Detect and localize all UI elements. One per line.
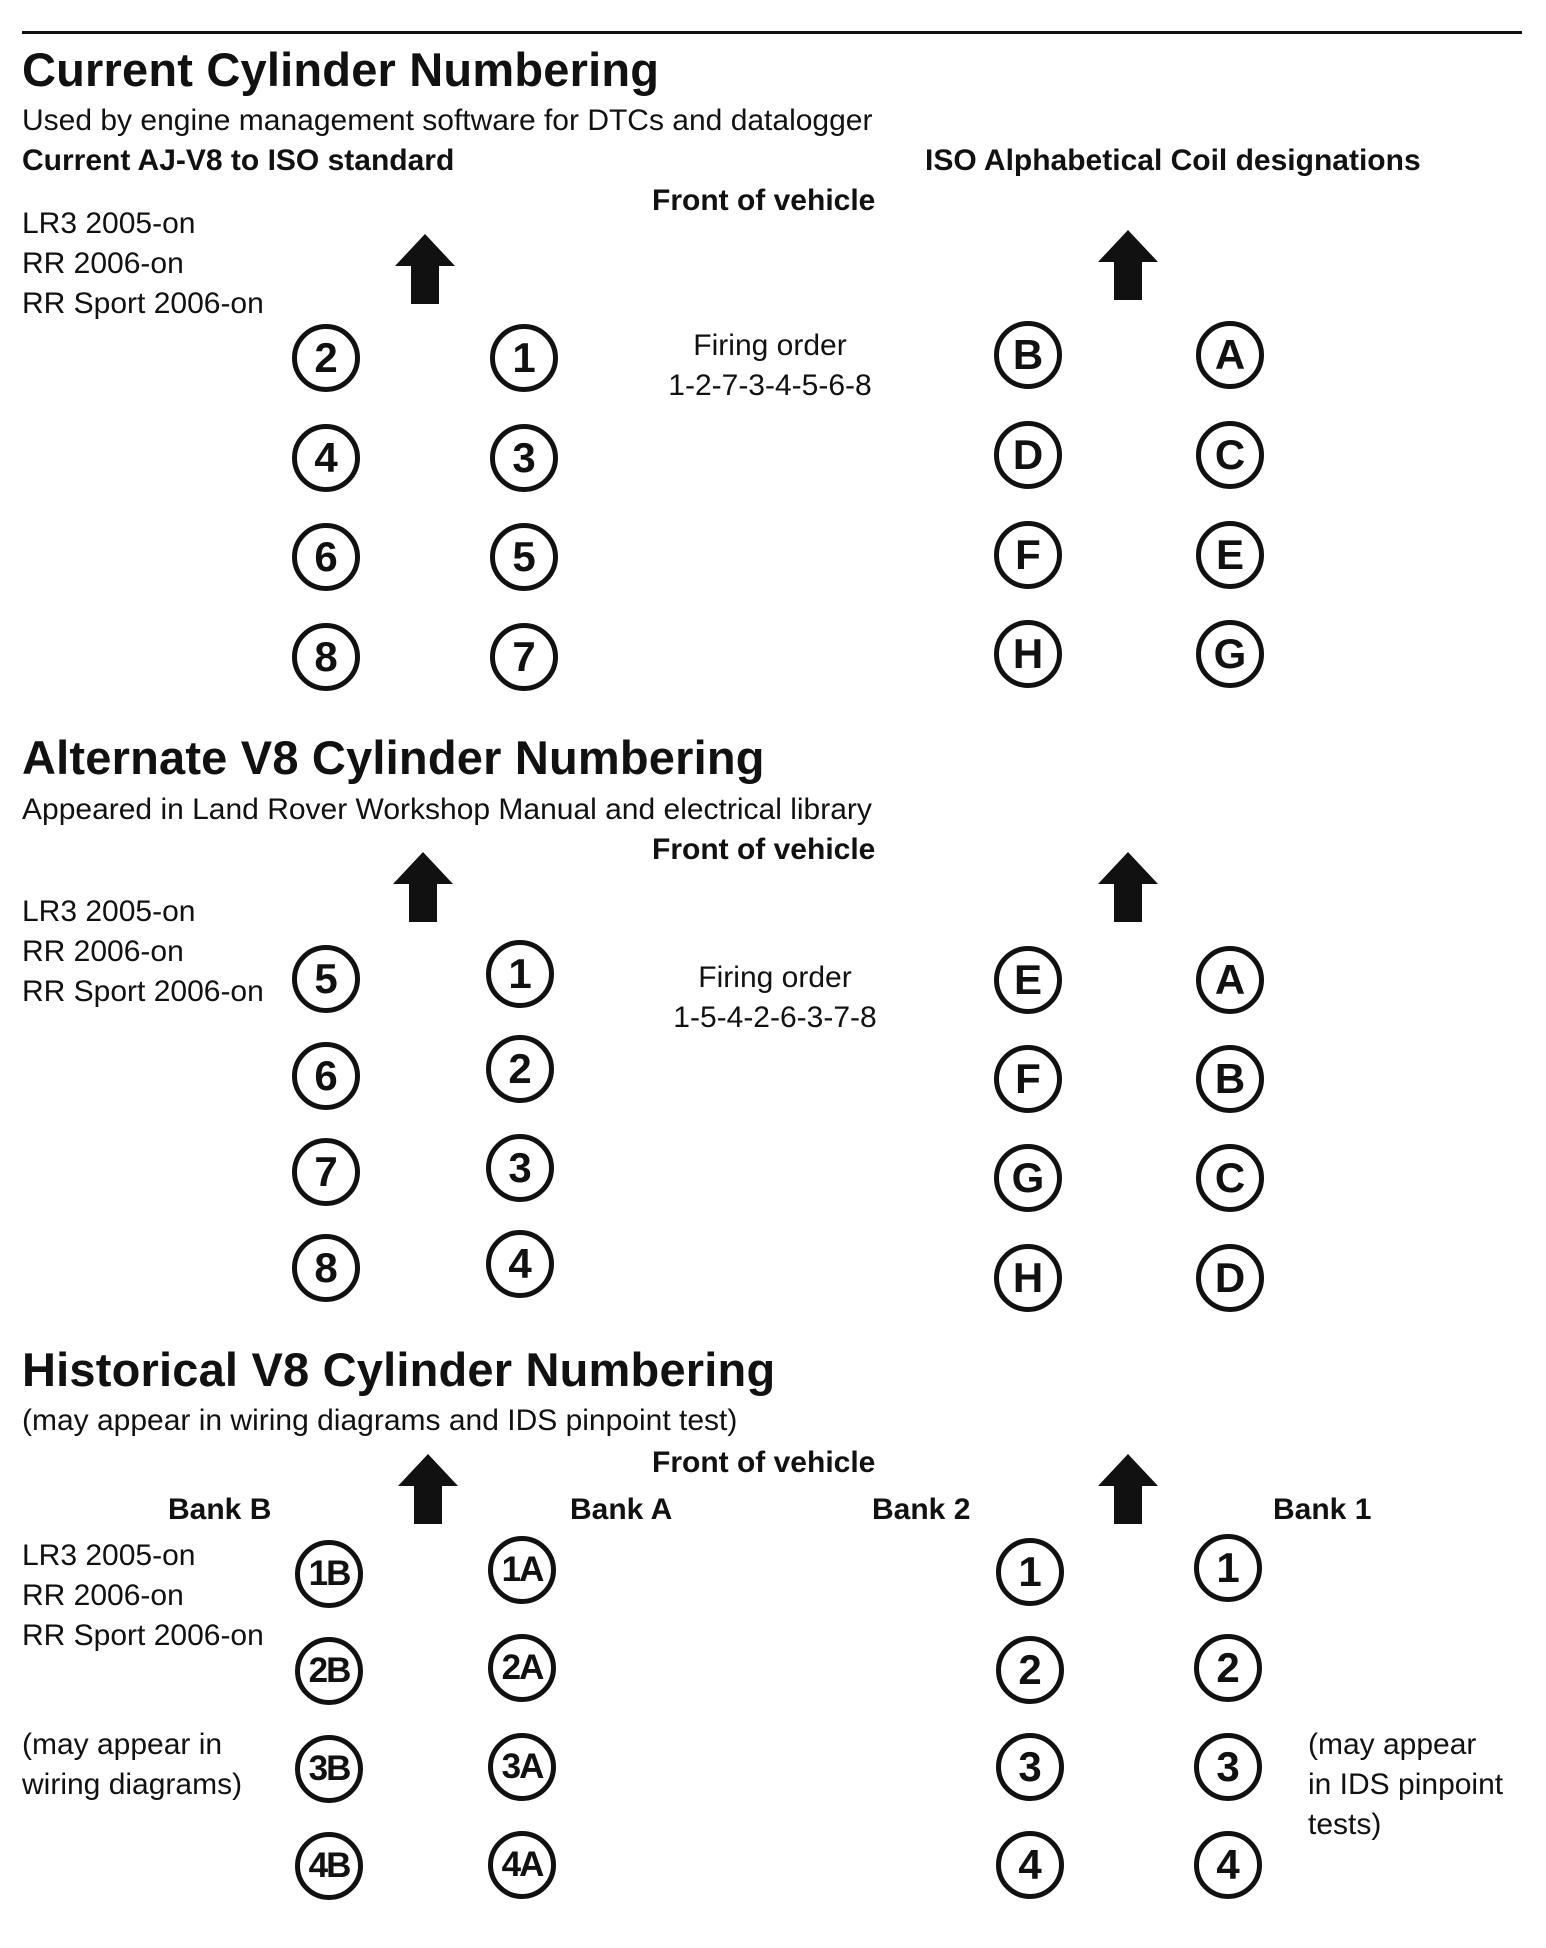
front-arrow-icon [1098,1454,1158,1524]
alternate-front-label: Front of vehicle [652,833,876,866]
wiring-diagrams-note: (may appear in wiring diagrams) [22,1728,243,1801]
front-arrow-icon [393,852,453,922]
coil-circle: A [1196,946,1264,1014]
current-title: Current Cylinder Numbering [22,43,660,96]
coil-circle: D [994,421,1062,489]
cylinder-circle: 4 [1194,1831,1262,1899]
cylinder-circle: 4 [996,1831,1064,1899]
coil-circle: E [1196,521,1264,589]
cylinder-circle: 2 [996,1636,1064,1704]
cylinder-circle: 3A [488,1733,556,1801]
coil-circle: H [994,620,1062,688]
front-arrow-icon [1098,852,1158,922]
cylinder-circle: 2 [486,1035,554,1103]
current-models: LR3 2005-on RR 2006-on RR Sport 2006-on [22,207,264,320]
firing-order-label: Firing order [693,329,847,362]
cylinder-circle: 8 [292,1234,360,1302]
cylinder-circle: 1 [486,940,554,1008]
cylinder-circle: 1 [1194,1534,1262,1602]
bank-2-label: Bank 2 [872,1493,971,1526]
firing-order-value: 1-2-7-3-4-5-6-8 [668,369,872,402]
cylinder-circle: 7 [292,1138,360,1206]
cylinder-circle: 2B [295,1637,363,1705]
cylinder-circle: 4A [488,1831,556,1899]
cylinder-circle: 4 [486,1230,554,1298]
cylinder-circle: 3 [1194,1733,1262,1801]
ids-pinpoint-note: (may appear in IDS pinpoint tests) [1308,1728,1504,1841]
front-arrow-icon [398,1454,458,1524]
cylinder-circle: 1 [996,1538,1064,1606]
cylinder-circle: 5 [490,523,558,591]
cylinder-circle: 3 [486,1134,554,1202]
top-rule [22,31,1522,34]
firing-order-value: 1-5-4-2-6-3-7-8 [673,1001,877,1034]
current-right-heading: ISO Alphabetical Coil designations [925,144,1421,177]
historical-title: Historical V8 Cylinder Numbering [22,1343,776,1396]
current-subtitle: Used by engine management software for DTCs and datalogger [22,104,873,137]
cylinder-circle: 1 [490,324,558,392]
cylinder-circle: 6 [292,523,360,591]
coil-circle: E [994,946,1062,1014]
cylinder-circle: 2A [488,1634,556,1702]
cylinder-circle: 4B [295,1832,363,1900]
current-left-heading: Current AJ-V8 to ISO standard [22,144,455,177]
alternate-title: Alternate V8 Cylinder Numbering [22,731,765,784]
coil-circle: G [1196,620,1264,688]
cylinder-circle: 3B [295,1735,363,1803]
coil-circle: A [1196,321,1264,389]
cylinder-circle: 5 [292,945,360,1013]
current-front-label: Front of vehicle [652,184,876,217]
cylinder-circle: 7 [490,623,558,691]
coil-circle: F [994,1045,1062,1113]
bank-1-label: Bank 1 [1273,1493,1372,1526]
cylinder-circle: 6 [292,1042,360,1110]
coil-circle: C [1196,1144,1264,1212]
alternate-firing-order [645,958,905,1038]
coil-circle: F [994,521,1062,589]
coil-circle: B [994,321,1062,389]
alternate-models: LR3 2005-on RR 2006-on RR Sport 2006-on [22,895,264,1008]
coil-circle: D [1196,1244,1264,1312]
historical-models: LR3 2005-on RR 2006-on RR Sport 2006-on [22,1539,264,1652]
cylinder-circle: 2 [1194,1634,1262,1702]
cylinder-circle: 3 [996,1733,1064,1801]
bank-a-label: Bank A [570,1493,673,1526]
cylinder-circle: 1A [488,1536,556,1604]
front-arrow-icon [395,234,455,304]
cylinder-circle: 1B [295,1540,363,1608]
cylinder-circle: 8 [292,623,360,691]
coil-circle: H [994,1244,1062,1312]
coil-circle: C [1196,421,1264,489]
alternate-subtitle: Appeared in Land Rover Workshop Manual and electrical library [22,793,872,826]
historical-front-label: Front of vehicle [652,1446,876,1479]
cylinder-circle: 3 [490,424,558,492]
cylinder-circle: 4 [292,424,360,492]
cylinder-circle: 2 [292,324,360,392]
current-firing-order [640,326,900,406]
bank-b-label: Bank B [168,1493,272,1526]
coil-circle: B [1196,1045,1264,1113]
firing-order-label: Firing order [698,961,852,994]
front-arrow-icon [1098,230,1158,300]
historical-subtitle: (may appear in wiring diagrams and IDS pinpoint test) [22,1404,738,1437]
coil-circle: G [994,1144,1062,1212]
